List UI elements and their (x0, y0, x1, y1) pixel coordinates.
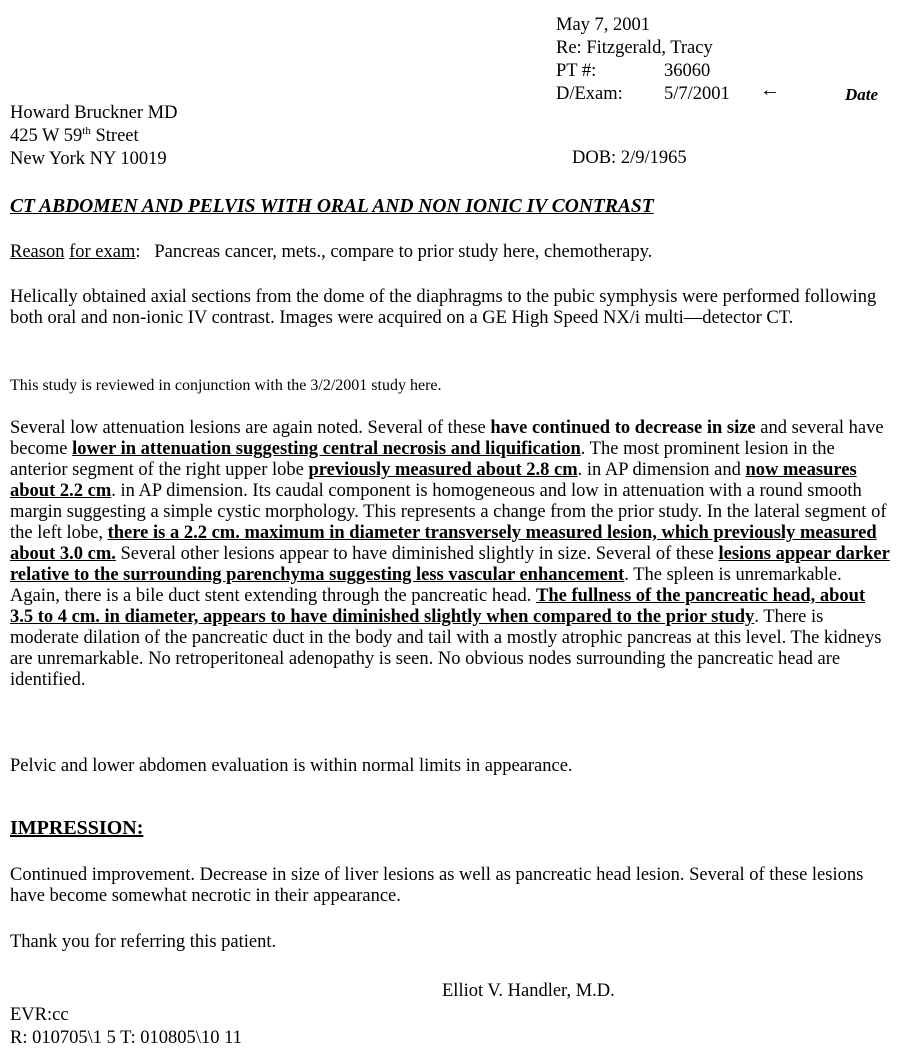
signature: Elliot V. Handler, M.D. (442, 981, 615, 1001)
exam-row (556, 83, 730, 106)
left-arrow-icon: ← (760, 79, 780, 101)
findings-paragraph: Several low attenuation lesions are again noted. Several of these have continued to decrease in size and several have become lower in attenuation suggesting central necrosis and liquification. The most prominent lesion in the anterior segment of the right upper lobe previously measured about 2.8 cm. in AP dimension and now measures about 2.2 cm. in AP dimension. Its caudal component is homogeneous and low in attenuation with a round smooth margin suggesting a simple cystic morphology. This represents a change from the prior study. In the lateral segment of the left lobe, there is a 2.2 cm. maximum in diameter transversely measured lesion, which previously measured about 3.0 cm. Several other lesions appear to have diminished slightly in size. Several of these lesions appear darker relative to the surrounding parenchyma suggesting less vascular enhancement. The spleen is unremarkable. Again, there is a bile duct stent extending through the pancreatic head. The fullness of the pancreatic head, about 3.5 to 4 cm. in diameter, appears to have diminished slightly when compared to the prior study. There is moderate dilation of the pancreatic duct in the body and tail with a mostly atrophic pancreas at this level. The kidneys are unremarkable. No retroperitoneal adenopathy is seen. No obvious nodes surrounding the pancreatic head are identified. (10, 418, 890, 690)
re-line: Re: Fitzgerald, Tracy (556, 38, 713, 58)
thanks-line: Thank you for referring this patient. (10, 932, 277, 952)
exam-title: CT ABDOMEN AND PELVIS WITH ORAL AND NON IONIC IV CONTRAST (10, 196, 654, 217)
date-annotation: Date (845, 85, 879, 104)
comparison-paragraph: This study is reviewed in conjunction with the 3/2/2001 study here. (10, 377, 442, 394)
reason-paragraph: Reason for exam: Pancreas cancer, mets., compare to prior study here, chemotherapy. (10, 242, 653, 262)
dob: DOB: 2/9/1965 (572, 148, 687, 168)
city-line: New York NY 10019 (10, 149, 167, 169)
street-line: 425 W 59th Street (10, 124, 139, 146)
pt-row (556, 60, 730, 83)
pelvic-paragraph: Pelvic and lower abdomen evaluation is within normal limits in appearance. (10, 756, 573, 776)
technique-paragraph: Helically obtained axial sections from the dome of the diaphragms to the pubic symphysis were performed following both oral and non-ionic IV contrast. Images were acquired on a GE High Speed NX/i multi—detector CT. (10, 287, 877, 328)
exam-value: 5/7/2001 (664, 84, 730, 104)
pt-label: PT #: (556, 61, 597, 81)
pt-value: 36060 (664, 61, 711, 81)
impression-paragraph: Continued improvement. Decrease in size of liver lesions as well as pancreatic head lesion. Several of these lesions have become somewhat necrotic in their appearance. (10, 865, 864, 906)
footer (10, 1004, 242, 1050)
transcription-codes: R: 010705\1 5 T: 010805\10 11 (10, 1028, 242, 1048)
exam-label: D/Exam: (556, 84, 623, 104)
initials: EVR:cc (10, 1005, 69, 1025)
impression-heading: IMPRESSION: (10, 817, 144, 839)
letter-date: May 7, 2001 (556, 15, 651, 35)
address-block (10, 102, 178, 171)
recipient-name: Howard Bruckner MD (10, 103, 178, 123)
header-block (556, 14, 730, 106)
